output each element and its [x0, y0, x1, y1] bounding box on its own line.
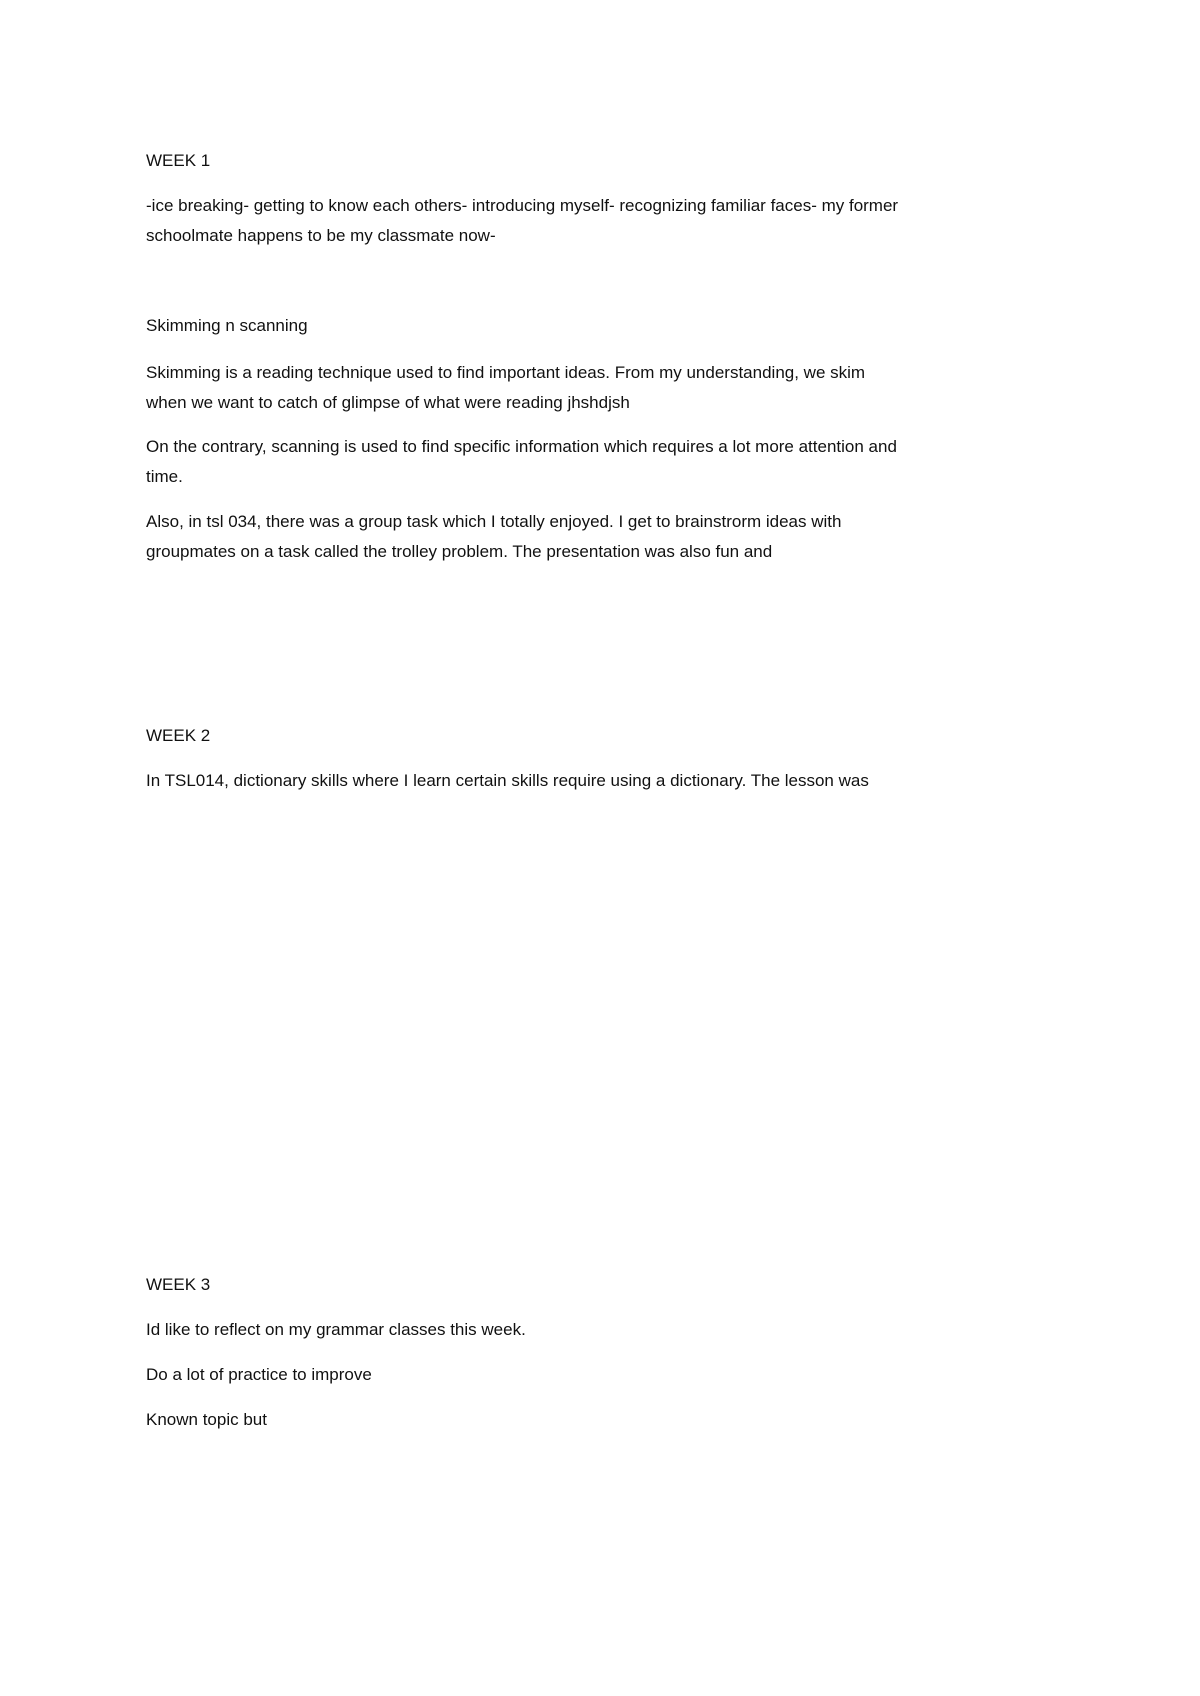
text-line: Also, in tsl 034, there was a group task which I totally enjoyed. I get to brainstrorm ideas with — [146, 512, 842, 531]
text-line: -ice breaking- getting to know each others- introducing myself- recognizing familiar faces- my former — [146, 196, 899, 215]
text-line: time. — [146, 467, 183, 486]
week1-heading: WEEK 1 — [146, 151, 211, 170]
week1-subheading: Skimming n scanning — [146, 316, 308, 335]
skimming-paragraph — [146, 358, 865, 418]
text-line: Skimming is a reading technique used to find important ideas. From my understanding, we skim — [146, 363, 866, 382]
week2-heading: WEEK 2 — [146, 726, 211, 745]
text-line: On the contrary, scanning is used to find specific information which requires a lot more attention and — [146, 437, 897, 456]
week3-line: Do a lot of practice to improve — [146, 1365, 372, 1384]
text-line: groupmates on a task called the trolley problem. The presentation was also fun and — [146, 542, 773, 561]
scanning-paragraph — [146, 432, 897, 492]
week2-paragraph: In TSL014, dictionary skills where I learn certain skills require using a dictionary. The lesson was — [146, 771, 869, 790]
week3-line: Known topic but — [146, 1410, 267, 1429]
week1-intro — [146, 191, 898, 251]
text-line: when we want to catch of glimpse of what were reading jhshdjsh — [146, 393, 630, 412]
group-task-paragraph — [146, 507, 841, 567]
text-line: schoolmate happens to be my classmate now- — [146, 226, 496, 245]
week3-heading: WEEK 3 — [146, 1275, 211, 1294]
week3-line: Id like to reflect on my grammar classes this week. — [146, 1320, 526, 1339]
